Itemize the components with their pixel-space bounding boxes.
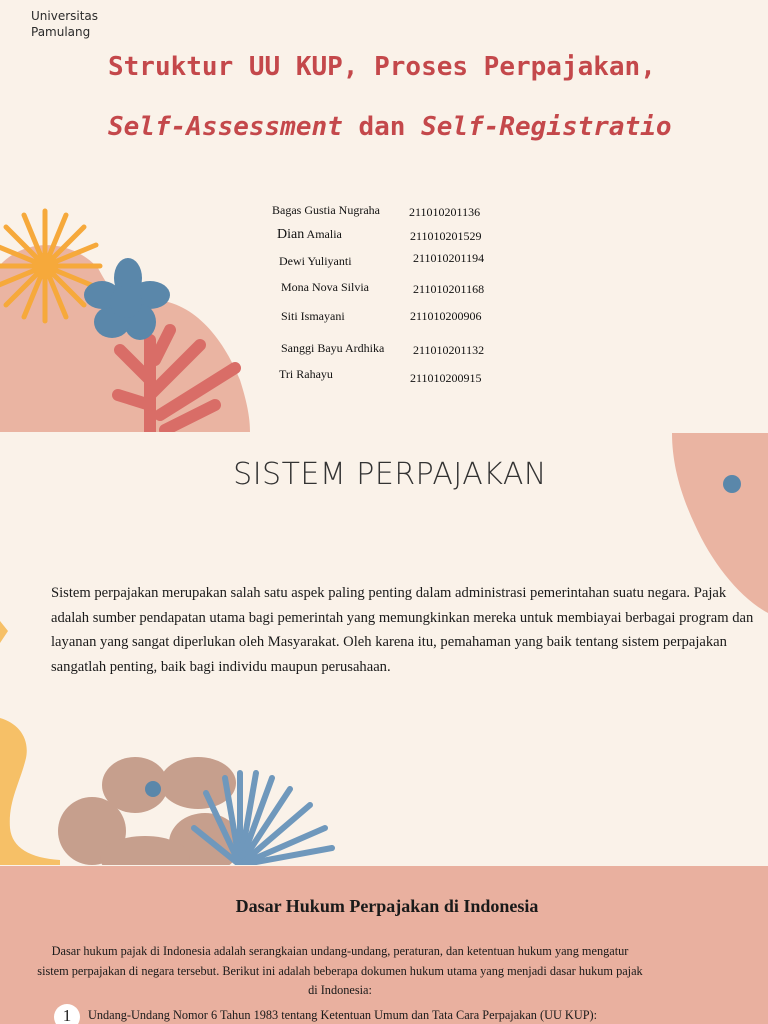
university-name: Universitas Pamulang	[31, 9, 99, 39]
section-title: SISTEM PERPAJAKAN	[233, 457, 547, 492]
member-name: Tri Rahayu	[279, 367, 333, 381]
title-connector: dan	[342, 112, 422, 142]
member-nim: 211010201529	[410, 229, 482, 243]
member-nim: 211010201136	[409, 205, 481, 219]
member-name: Mona Nova Silvia	[281, 280, 369, 294]
member-name: Siti Ismayani	[281, 309, 345, 323]
member-name	[277, 227, 342, 243]
title-self-assessment: Self-Assessment	[108, 112, 343, 142]
section-title: Dasar Hukum Perpajakan di Indonesia	[235, 896, 539, 916]
member-nim: 211010200906	[410, 309, 482, 323]
member-first-name: Dian	[277, 227, 305, 242]
tax-system-slide	[0, 433, 768, 865]
list-item: Undang-Undang Nomor 6 Tahun 1983 tentang Ketentuan Umum dan Tata Cara Perpajakan (UU KUP):	[88, 1008, 598, 1022]
slide-title-line2	[108, 112, 672, 142]
member-nim: 211010201168	[413, 282, 485, 296]
member-name: Bagas Gustia Nugraha	[272, 203, 380, 217]
list-number-badge: 1	[54, 1004, 80, 1024]
member-nim: 211010201194	[413, 251, 485, 265]
member-name: Dewi Yuliyanti	[279, 254, 352, 268]
member-name: Sanggi Bayu Ardhika	[281, 341, 385, 355]
section-paragraph: Dasar hukum pajak di Indonesia adalah serangkaian undang-undang, peraturan, dan ketentuan hukum yang mengatur sistem perpajakan di negara tersebut. Berikut ini adalah beberapa dokumen hukum utama yang menjadi dasar hukum pajak di Indonesia:	[37, 944, 643, 997]
member-last-name: Amalia	[304, 227, 342, 241]
member-nim: 211010200915	[410, 371, 482, 385]
slide-title-line1: Struktur UU KUP, Proses Perpajakan,	[108, 52, 656, 82]
member-nim: 211010201132	[413, 343, 485, 357]
legal-basis-slide	[0, 866, 768, 1024]
title-self-registration: Self-Registratio	[421, 112, 672, 142]
section-paragraph: Sistem perpajakan merupakan salah satu aspek paling penting dalam administrasi pemerintahan suatu negara. Pajak adalah sumber pendapatan utama bagi pemerintah yang memungkinkan mereka untuk membiayai berbagai program dan layanan yang sangat diperlukan oleh Masyarakat. Oleh karena itu, pemahaman yang baik tentang sistem perpajakan sangatlah penting, baik bagi individu maupun perusahaan.	[51, 585, 754, 675]
title-slide	[0, 0, 768, 432]
